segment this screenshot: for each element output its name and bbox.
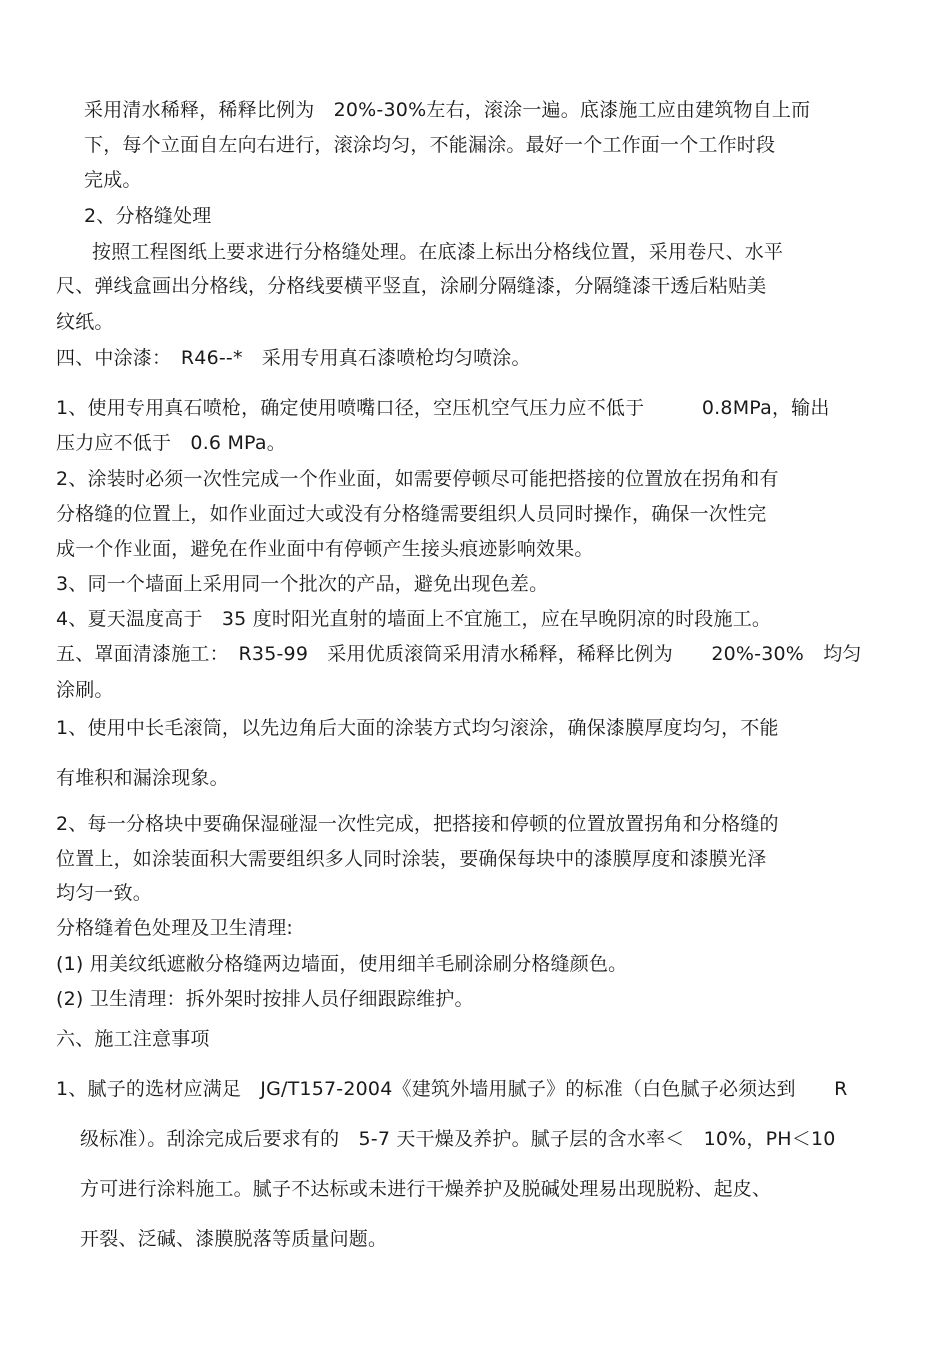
text-line-27: 1、腻子的选材应满足 JG/T157-2004《建筑外墙用腻子》的标准（白色腻子必须达到 R: [56, 1078, 848, 1100]
text-line-12: 分格缝的位置上，如作业面过大或没有分格缝需要组织人员同时操作，确保一次性完: [56, 503, 767, 525]
text-line-18: 1、使用中长毛滚筒，以先边角后大面的涂装方式均匀滚涂，确保漆膜厚度均匀，不能: [56, 717, 779, 739]
list-item-1: (1) 用美纹纸遮敝分格缝两边墙面，使用细羊毛刷涂刷分格缝颜色。: [56, 953, 628, 975]
text-line-19: 有堆积和漏涂现象。: [56, 767, 229, 789]
text-line-15: 4、夏天温度高于 35 度时阳光直射的墙面上不宜施工，应在早晚阴凉的时段施工。: [56, 608, 772, 630]
text-line-22: 均匀一致。: [56, 882, 153, 904]
text-line-3: 完成。: [84, 169, 142, 191]
text-line-1: 采用清水稀释，稀释比例为 20%-30%左右，滚涂一遍。底漆施工应由建筑物自上而: [84, 99, 811, 121]
text-line-29: 方可进行涂料施工。腻子不达标或未进行干燥养护及脱碱处理易出现脱粉、起皮、: [80, 1178, 772, 1200]
text-line-6: 尺、弹线盒画出分格线，分格线要横平竖直，涂刷分隔缝漆，分隔缝漆干透后粘贴美: [56, 275, 767, 297]
text-line-17: 涂刷。: [56, 679, 114, 701]
text-line-11: 2、涂装时必须一次性完成一个作业面，如需要停顿尽可能把搭接的位置放在拐角和有: [56, 468, 779, 490]
text-line-10: 压力应不低于 0.6 MPa。: [56, 432, 286, 454]
text-line-5: 按照工程图纸上要求进行分格缝处理。在底漆上标出分格线位置，采用卷尺、水平: [92, 241, 784, 263]
subheading-joint-coloring: 分格缝着色处理及卫生清理:: [56, 917, 294, 939]
text-line-30: 开裂、泛碱、漆膜脱落等质量问题。: [80, 1228, 388, 1250]
text-line-9: 1、使用专用真石喷枪，确定使用喷嘴口径，空压机空气压力应不低于 0.8MPa，输出: [56, 397, 830, 419]
text-line-7: 纹纸。: [56, 311, 114, 333]
section-heading-6: 六、施工注意事项: [56, 1028, 210, 1050]
text-line-21: 位置上，如涂装面积大需要组织多人同时涂装，要确保每块中的漆膜厚度和漆膜光泽: [56, 848, 767, 870]
text-line-13: 成一个作业面，避免在作业面中有停顿产生接头痕迹影响效果。: [56, 538, 594, 560]
section-heading-2: 2、分格缝处理: [84, 205, 212, 227]
section-heading-4: 四、中涂漆： R46--* 采用专用真石漆喷枪均匀喷涂。: [56, 347, 531, 369]
text-line-2: 下，每个立面自左向右进行，滚涂均匀，不能漏涂。最好一个工作面一个工作时段: [84, 134, 776, 156]
list-item-2: (2) 卫生清理：拆外架时按排人员仔细跟踪维护。: [56, 988, 474, 1010]
text-line-28: 级标准）。刮涂完成后要求有的 5-7 天干燥及养护。腻子层的含水率＜ 10%，PH＜10: [80, 1128, 836, 1150]
text-line-14: 3、同一个墙面上采用同一个批次的产品，避免出现色差。: [56, 573, 549, 595]
text-line-20: 2、每一分格块中要确保湿碰湿一次性完成，把搭接和停顿的位置放置拐角和分格缝的: [56, 813, 779, 835]
section-heading-5: 五、罩面清漆施工： R35-99 采用优质滚筒采用清水稀释，稀释比例为 20%-30% 均匀: [56, 643, 862, 665]
